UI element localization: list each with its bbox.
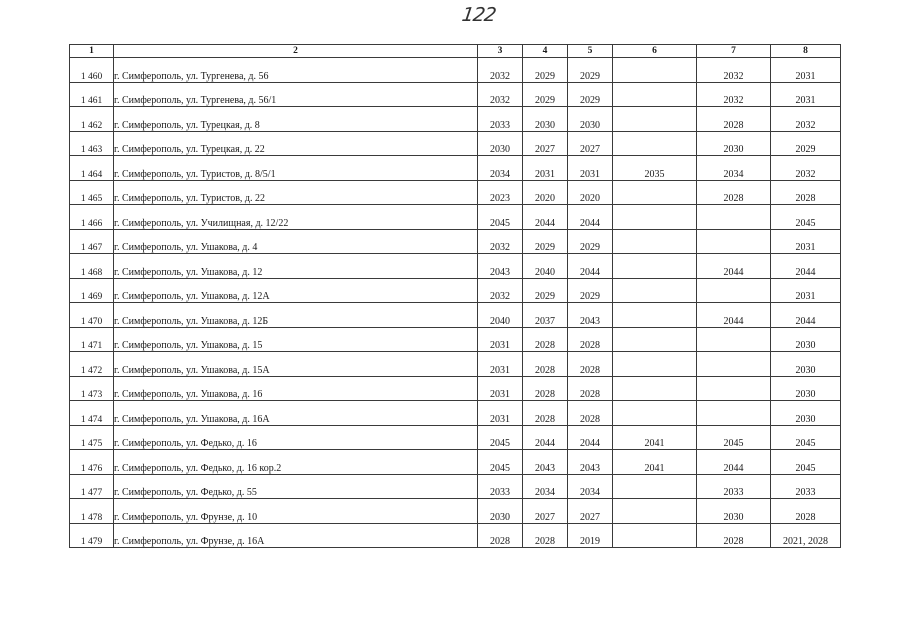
col-5-cell: 2028 — [568, 376, 613, 401]
table-row — [70, 352, 841, 377]
row-number-cell: 1 469 — [70, 278, 114, 303]
col-3-cell: 2040 — [478, 303, 523, 328]
col-3-cell: 2031 — [478, 401, 523, 426]
column-header: 3 — [478, 45, 523, 58]
table-row — [70, 376, 841, 401]
address-cell: г. Симферополь, ул. Тургенева, д. 56/1 — [114, 82, 478, 107]
col-5-cell: 2044 — [568, 205, 613, 230]
col-4-cell: 2029 — [523, 229, 568, 254]
col-8-cell: 2030 — [771, 376, 841, 401]
col-3-cell: 2032 — [478, 58, 523, 83]
col-4-cell: 2030 — [523, 107, 568, 132]
col-5-cell: 2043 — [568, 303, 613, 328]
col-3-cell: 2032 — [478, 229, 523, 254]
col-4-cell: 2027 — [523, 131, 568, 156]
address-cell: г. Симферополь, ул. Ушакова, д. 16 — [114, 376, 478, 401]
address-cell: г. Симферополь, ул. Фрунзе, д. 10 — [114, 499, 478, 524]
col-3-cell: 2045 — [478, 425, 523, 450]
col-4-cell: 2043 — [523, 450, 568, 475]
row-number-cell: 1 462 — [70, 107, 114, 132]
address-cell: г. Симферополь, ул. Фрунзе, д. 16А — [114, 523, 478, 548]
col-3-cell: 2043 — [478, 254, 523, 279]
col-8-cell: 2044 — [771, 303, 841, 328]
col-8-cell: 2030 — [771, 352, 841, 377]
row-number-cell: 1 468 — [70, 254, 114, 279]
col-8-cell: 2031 — [771, 82, 841, 107]
col-4-cell: 2037 — [523, 303, 568, 328]
col-7-cell: 2032 — [697, 58, 771, 83]
table-row — [70, 180, 841, 205]
row-number-cell: 1 474 — [70, 401, 114, 426]
col-6-cell — [613, 254, 697, 279]
col-7-cell: 2044 — [697, 303, 771, 328]
col-5-cell: 2034 — [568, 474, 613, 499]
row-number-cell: 1 463 — [70, 131, 114, 156]
col-5-cell: 2020 — [568, 180, 613, 205]
col-6-cell — [613, 303, 697, 328]
page-number: 122 — [460, 4, 497, 26]
table-row — [70, 205, 841, 230]
col-3-cell: 2031 — [478, 376, 523, 401]
col-5-cell: 2027 — [568, 131, 613, 156]
col-8-cell: 2029 — [771, 131, 841, 156]
table-row — [70, 229, 841, 254]
column-header: 1 — [70, 45, 114, 58]
col-4-cell: 2029 — [523, 58, 568, 83]
table-row — [70, 107, 841, 132]
col-3-cell: 2028 — [478, 523, 523, 548]
col-7-cell — [697, 278, 771, 303]
register-table — [69, 44, 841, 548]
col-5-cell: 2029 — [568, 82, 613, 107]
col-7-cell — [697, 352, 771, 377]
col-6-cell — [613, 474, 697, 499]
col-6-cell — [613, 180, 697, 205]
col-6-cell — [613, 352, 697, 377]
row-number-cell: 1 464 — [70, 156, 114, 181]
col-7-cell — [697, 229, 771, 254]
col-7-cell — [697, 401, 771, 426]
col-5-cell: 2043 — [568, 450, 613, 475]
col-3-cell: 2032 — [478, 82, 523, 107]
col-7-cell: 2033 — [697, 474, 771, 499]
table-row — [70, 131, 841, 156]
table-row — [70, 523, 841, 548]
col-3-cell: 2033 — [478, 474, 523, 499]
col-4-cell: 2027 — [523, 499, 568, 524]
col-7-cell: 2045 — [697, 425, 771, 450]
col-6-cell — [613, 82, 697, 107]
table-row — [70, 474, 841, 499]
address-cell: г. Симферополь, ул. Училищная, д. 12/22 — [114, 205, 478, 230]
table-row — [70, 156, 841, 181]
col-7-cell — [697, 327, 771, 352]
column-header: 6 — [613, 45, 697, 58]
col-8-cell: 2045 — [771, 450, 841, 475]
col-5-cell: 2029 — [568, 229, 613, 254]
col-3-cell: 2030 — [478, 131, 523, 156]
address-cell: г. Симферополь, ул. Турецкая, д. 22 — [114, 131, 478, 156]
col-4-cell: 2044 — [523, 425, 568, 450]
col-6-cell: 2035 — [613, 156, 697, 181]
col-8-cell: 2044 — [771, 254, 841, 279]
col-4-cell: 2028 — [523, 352, 568, 377]
col-4-cell: 2028 — [523, 401, 568, 426]
table-row — [70, 327, 841, 352]
col-6-cell — [613, 131, 697, 156]
col-3-cell: 2023 — [478, 180, 523, 205]
col-6-cell — [613, 376, 697, 401]
col-5-cell: 2029 — [568, 278, 613, 303]
col-3-cell: 2034 — [478, 156, 523, 181]
address-cell: г. Симферополь, ул. Ушакова, д. 12Б — [114, 303, 478, 328]
col-3-cell: 2032 — [478, 278, 523, 303]
address-cell: г. Симферополь, ул. Федько, д. 16 — [114, 425, 478, 450]
col-7-cell: 2030 — [697, 499, 771, 524]
row-number-cell: 1 473 — [70, 376, 114, 401]
col-3-cell: 2033 — [478, 107, 523, 132]
col-6-cell — [613, 107, 697, 132]
col-6-cell — [613, 205, 697, 230]
row-number-cell: 1 466 — [70, 205, 114, 230]
row-number-cell: 1 476 — [70, 450, 114, 475]
address-cell: г. Симферополь, ул. Турецкая, д. 8 — [114, 107, 478, 132]
col-5-cell: 2028 — [568, 401, 613, 426]
col-5-cell: 2028 — [568, 327, 613, 352]
col-5-cell: 2030 — [568, 107, 613, 132]
row-number-cell: 1 461 — [70, 82, 114, 107]
column-header: 5 — [568, 45, 613, 58]
table-row — [70, 278, 841, 303]
col-3-cell: 2045 — [478, 450, 523, 475]
col-5-cell: 2044 — [568, 425, 613, 450]
col-7-cell: 2028 — [697, 180, 771, 205]
table-row — [70, 499, 841, 524]
col-8-cell: 2031 — [771, 229, 841, 254]
col-8-cell: 2032 — [771, 107, 841, 132]
row-number-cell: 1 475 — [70, 425, 114, 450]
col-5-cell: 2044 — [568, 254, 613, 279]
column-header: 8 — [771, 45, 841, 58]
address-cell: г. Симферополь, ул. Туристов, д. 8/5/1 — [114, 156, 478, 181]
col-5-cell: 2028 — [568, 352, 613, 377]
col-7-cell: 2044 — [697, 450, 771, 475]
col-3-cell: 2045 — [478, 205, 523, 230]
col-8-cell: 2031 — [771, 278, 841, 303]
col-4-cell: 2031 — [523, 156, 568, 181]
col-8-cell: 2033 — [771, 474, 841, 499]
table-row — [70, 303, 841, 328]
address-cell: г. Симферополь, ул. Ушакова, д. 12 — [114, 254, 478, 279]
col-8-cell: 2031 — [771, 58, 841, 83]
col-6-cell — [613, 401, 697, 426]
table-row — [70, 254, 841, 279]
address-cell: г. Симферополь, ул. Тургенева, д. 56 — [114, 58, 478, 83]
col-7-cell: 2044 — [697, 254, 771, 279]
col-6-cell — [613, 278, 697, 303]
column-header: 7 — [697, 45, 771, 58]
row-number-cell: 1 479 — [70, 523, 114, 548]
header-row — [70, 45, 841, 58]
col-4-cell: 2028 — [523, 523, 568, 548]
row-number-cell: 1 465 — [70, 180, 114, 205]
col-8-cell: 2030 — [771, 327, 841, 352]
col-5-cell: 2029 — [568, 58, 613, 83]
col-5-cell: 2019 — [568, 523, 613, 548]
col-7-cell: 2028 — [697, 523, 771, 548]
col-5-cell: 2027 — [568, 499, 613, 524]
row-number-cell: 1 460 — [70, 58, 114, 83]
col-8-cell: 2045 — [771, 425, 841, 450]
column-header: 2 — [114, 45, 478, 58]
table-body — [70, 58, 841, 548]
row-number-cell: 1 478 — [70, 499, 114, 524]
col-4-cell: 2029 — [523, 82, 568, 107]
col-4-cell: 2034 — [523, 474, 568, 499]
column-header: 4 — [523, 45, 568, 58]
col-4-cell: 2029 — [523, 278, 568, 303]
col-8-cell: 2021, 2028 — [771, 523, 841, 548]
col-7-cell: 2032 — [697, 82, 771, 107]
col-6-cell — [613, 499, 697, 524]
col-6-cell — [613, 327, 697, 352]
table-row — [70, 450, 841, 475]
col-5-cell: 2031 — [568, 156, 613, 181]
col-7-cell — [697, 376, 771, 401]
col-8-cell: 2030 — [771, 401, 841, 426]
col-3-cell: 2030 — [478, 499, 523, 524]
col-8-cell: 2032 — [771, 156, 841, 181]
col-4-cell: 2028 — [523, 327, 568, 352]
row-number-cell: 1 471 — [70, 327, 114, 352]
col-6-cell: 2041 — [613, 425, 697, 450]
table-row — [70, 58, 841, 83]
address-cell: г. Симферополь, ул. Ушакова, д. 12А — [114, 278, 478, 303]
address-cell: г. Симферополь, ул. Ушакова, д. 15 — [114, 327, 478, 352]
col-6-cell — [613, 58, 697, 83]
table-row — [70, 401, 841, 426]
table-row — [70, 82, 841, 107]
col-8-cell: 2045 — [771, 205, 841, 230]
col-3-cell: 2031 — [478, 327, 523, 352]
table-row — [70, 425, 841, 450]
col-6-cell: 2041 — [613, 450, 697, 475]
col-6-cell — [613, 523, 697, 548]
col-4-cell: 2020 — [523, 180, 568, 205]
address-cell: г. Симферополь, ул. Туристов, д. 22 — [114, 180, 478, 205]
col-8-cell: 2028 — [771, 499, 841, 524]
col-4-cell: 2044 — [523, 205, 568, 230]
col-4-cell: 2040 — [523, 254, 568, 279]
address-cell: г. Симферополь, ул. Федько, д. 16 кор.2 — [114, 450, 478, 475]
address-cell: г. Симферополь, ул. Федько, д. 55 — [114, 474, 478, 499]
col-6-cell — [613, 229, 697, 254]
address-cell: г. Симферополь, ул. Ушакова, д. 4 — [114, 229, 478, 254]
col-7-cell — [697, 205, 771, 230]
row-number-cell: 1 470 — [70, 303, 114, 328]
row-number-cell: 1 472 — [70, 352, 114, 377]
address-cell: г. Симферополь, ул. Ушакова, д. 16А — [114, 401, 478, 426]
col-4-cell: 2028 — [523, 376, 568, 401]
col-3-cell: 2031 — [478, 352, 523, 377]
address-cell: г. Симферополь, ул. Ушакова, д. 15А — [114, 352, 478, 377]
col-7-cell: 2028 — [697, 107, 771, 132]
col-8-cell: 2028 — [771, 180, 841, 205]
row-number-cell: 1 467 — [70, 229, 114, 254]
row-number-cell: 1 477 — [70, 474, 114, 499]
col-7-cell: 2034 — [697, 156, 771, 181]
col-7-cell: 2030 — [697, 131, 771, 156]
